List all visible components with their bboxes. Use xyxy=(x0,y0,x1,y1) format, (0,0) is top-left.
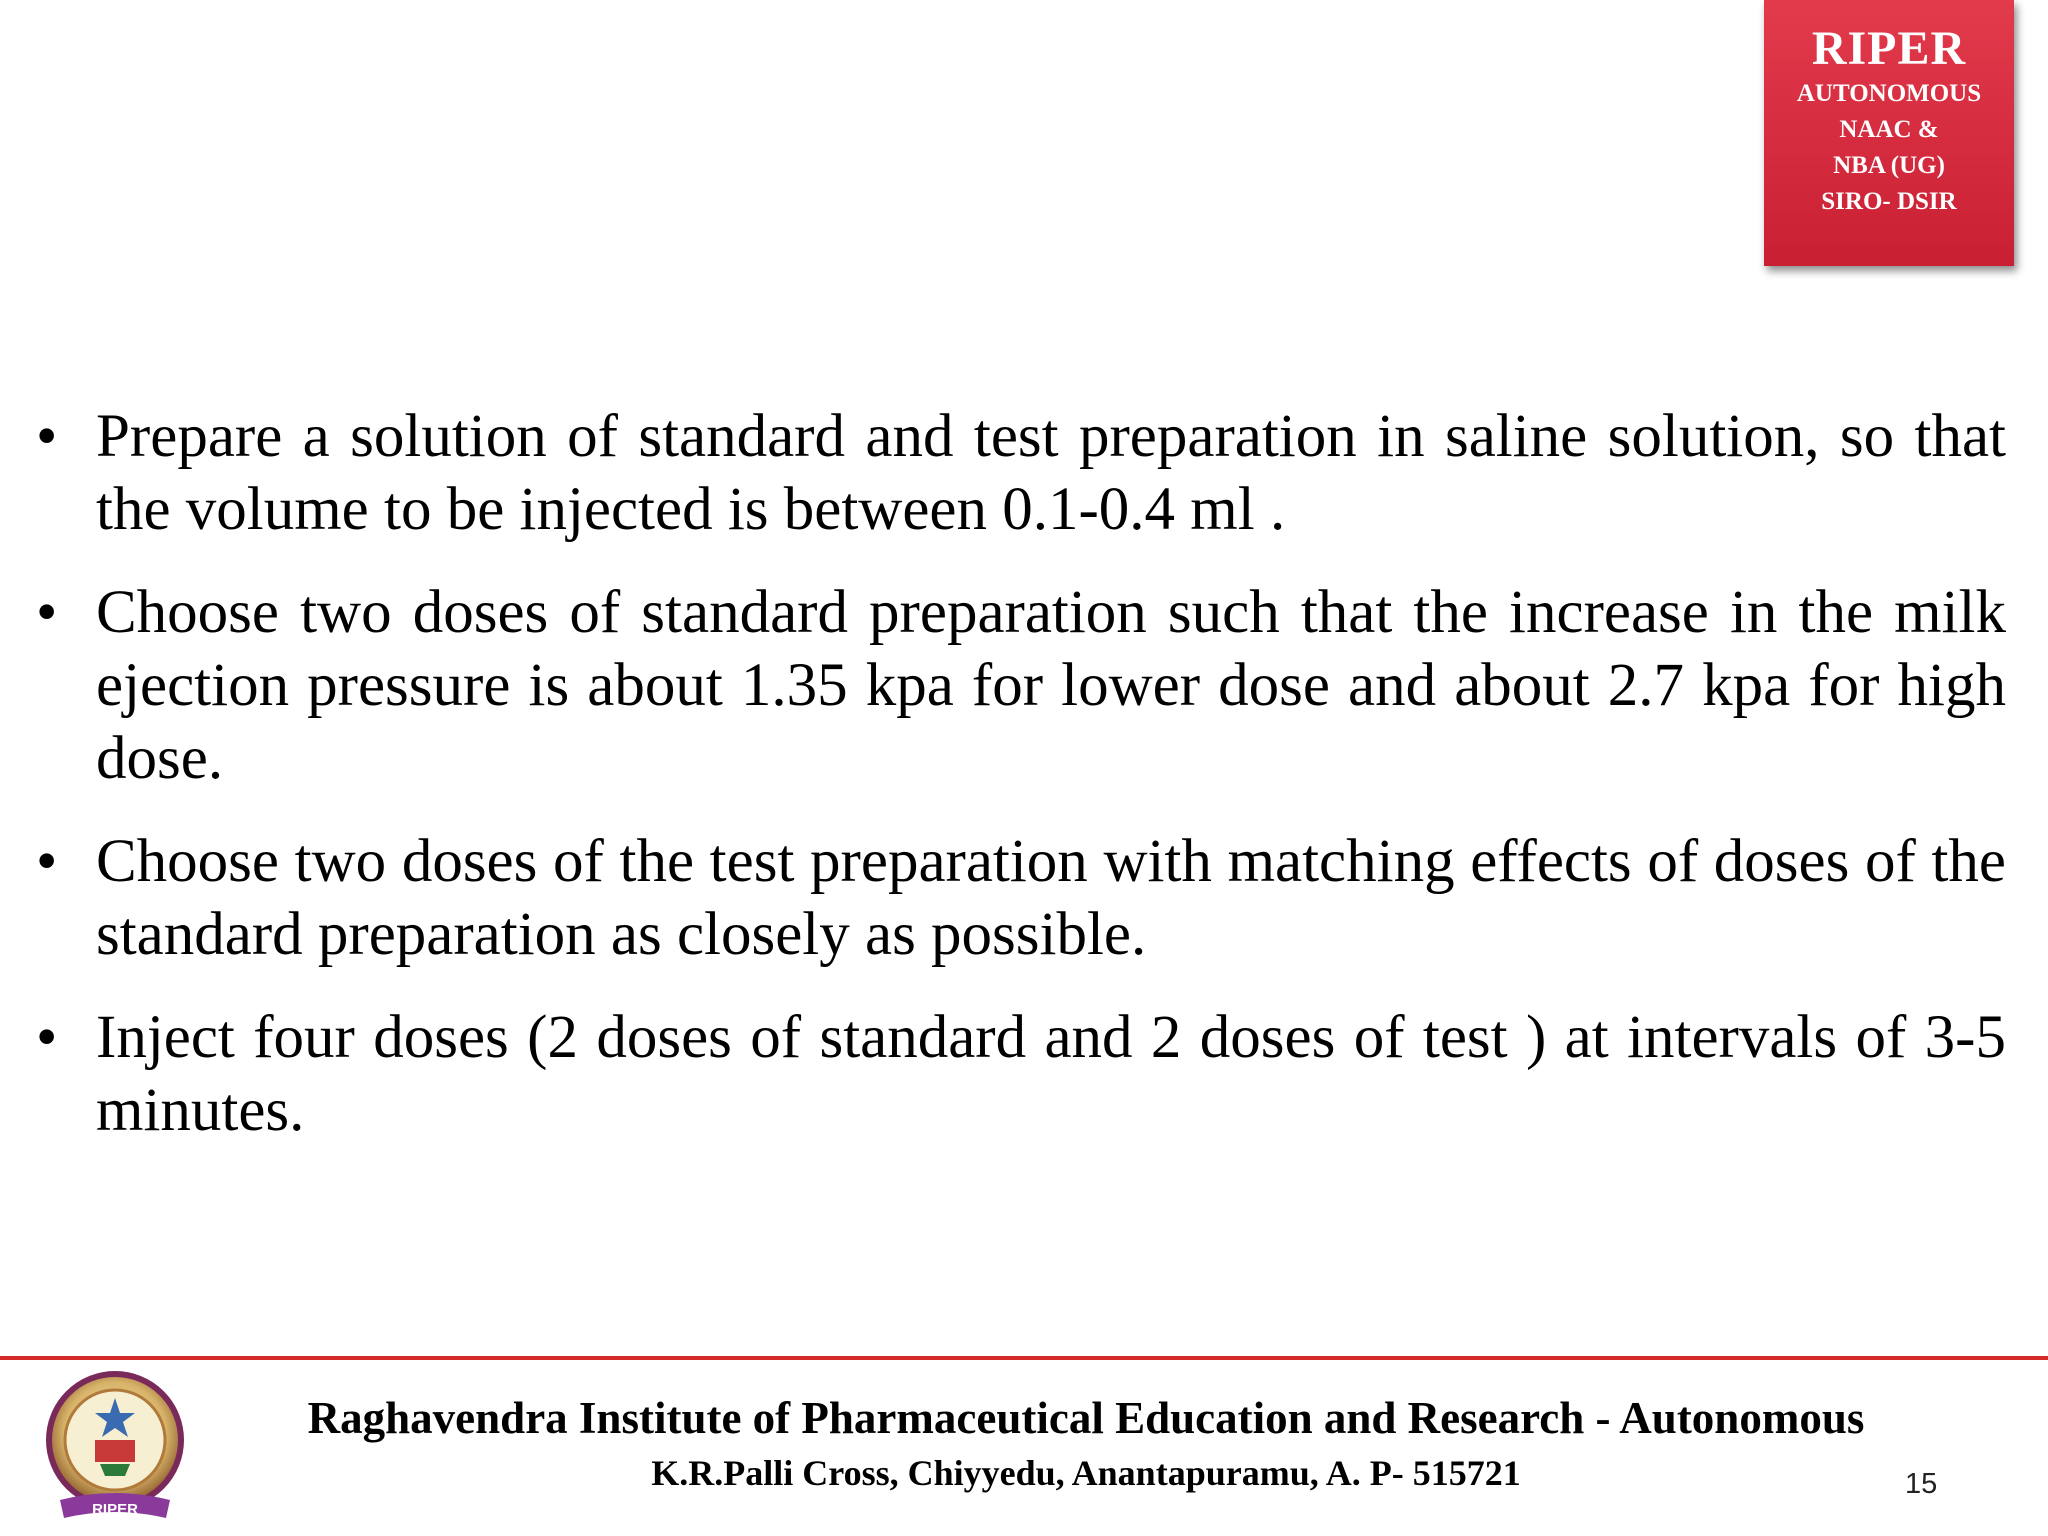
badge-line-autonomous: AUTONOMOUS xyxy=(1796,80,1982,107)
footer-divider xyxy=(0,1356,2048,1360)
bullet-marker: • xyxy=(36,403,58,470)
bullet-marker: • xyxy=(36,579,58,646)
institute-address: K.R.Palli Cross, Chiyyedu, Anantapuramu, A. P- 515721 xyxy=(651,1453,1521,1493)
institute-name: Raghavendra Institute of Pharmaceutical Education and Research - Autonomous xyxy=(307,1393,1865,1443)
institute-logo-icon xyxy=(40,1368,190,1528)
bullet-text: Inject four doses (2 doses of standard and 2 doses of test ) at intervals of 3-5 minutes. xyxy=(96,1004,2006,1144)
badge-line-siro: SIRO- DSIR xyxy=(1821,188,1957,215)
bullet-marker: • xyxy=(36,828,58,895)
bullet-item xyxy=(36,1001,2006,1147)
badge-title: RIPER xyxy=(1811,22,1967,75)
bullet-text: Prepare a solution of standard and test preparation in saline solution, so that the volume to be injected is between 0.1-0.4 ml . xyxy=(96,403,2006,543)
accreditation-badge xyxy=(1764,0,2014,266)
bullet-item xyxy=(36,576,2006,795)
logo-label: RIPER xyxy=(92,1501,138,1518)
bullet-marker: • xyxy=(36,1004,58,1071)
bullet-text: Choose two doses of standard preparation such that the increase in the milk ejection pressure is about 1.35 kpa for lower dose and about 2.7 kpa for high dose. xyxy=(96,579,2006,792)
bullet-item xyxy=(36,825,2006,971)
bullet-item xyxy=(36,400,2006,546)
badge-line-naac: NAAC & xyxy=(1839,116,1939,143)
slide-body xyxy=(36,400,2006,1177)
bullet-text: Choose two doses of the test preparation with matching effects of doses of the standard preparation as closely as possible. xyxy=(96,828,2006,968)
page-number: 15 xyxy=(1905,1468,1938,1500)
badge-line-nba: NBA (UG) xyxy=(1833,152,1945,179)
